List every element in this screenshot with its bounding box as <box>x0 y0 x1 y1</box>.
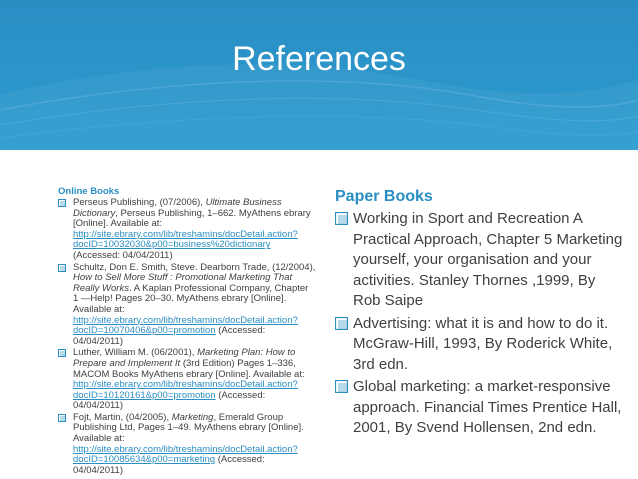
paper-reference-item <box>335 209 625 312</box>
online-reference-item <box>58 198 316 262</box>
online-books-heading: Online Books <box>58 186 120 197</box>
reference-link[interactable]: http://site.ebrary.com/lib/treshamins/docDetail.action?docID=10032030&p00=business%20dictionary <box>73 228 298 251</box>
checkbox-square-icon <box>58 264 66 272</box>
reference-details: , Perseus Publishing, 1–662. MyAthens ebrary [Online]. Available at: <box>73 207 311 230</box>
checkbox-square-icon <box>335 317 348 330</box>
reference-link[interactable]: http://site.ebrary.com/lib/treshamins/docDetail.action?docID=10070406&p00=promotion <box>73 314 298 337</box>
paper-reference-text: Advertising: what it is and how to do it. McGraw-Hill, 1993, By Roderick White, 3rd edn. <box>353 314 613 373</box>
paper-reference-item <box>335 314 625 376</box>
reference-title: How to Sell More Stuff : Promotional Marketing That Really Works <box>73 272 293 294</box>
reference-accessed: (Accessed: 04/04/2011) <box>73 389 266 412</box>
reference-accessed: (Accessed: 04/04/2011) <box>73 249 173 261</box>
title-banner <box>0 0 638 150</box>
slide-title: References <box>232 40 406 78</box>
paper-books-section <box>335 188 625 441</box>
reference-title: Marketing Plan: How to Prepare and Implement It <box>73 347 296 369</box>
reference-link[interactable]: http://site.ebrary.com/lib/treshamins/docDetail.action?docID=10120161&p00=promotion <box>73 379 298 401</box>
online-books-section <box>58 186 316 477</box>
reference-details: , Emerald Group Publishing Ltd, Pages 1–49. MyAthens ebrary [Online]. Available at: <box>73 411 304 445</box>
reference-lead: Fojt, Martin, (04/2005), <box>73 411 172 423</box>
reference-title: Marketing <box>171 411 214 423</box>
reference-details: (3rd Edition) Pages 1–336, MACOM Books MyAthens ebrary [Online]. Available at: <box>73 357 305 380</box>
reference-title: Ultimate Business Dictionary <box>73 197 282 219</box>
online-reference-item <box>58 413 316 477</box>
checkbox-square-icon <box>335 380 348 393</box>
reference-details: . A Kaplan Professional Company, Chapter 1 —Help! Pages 20–30. MyAthens ebrary [Online]. Available at: <box>73 282 309 315</box>
reference-link[interactable]: http://site.ebrary.com/lib/treshamins/docDetail.action?docID=10085634&p00=marketing <box>73 443 298 466</box>
online-reference-item <box>58 348 316 412</box>
online-reference-item <box>58 263 316 348</box>
reference-lead: Schultz, Don E. Smith, Steve. Dearborn Trade, (12/2004), <box>73 261 316 273</box>
checkbox-square-icon <box>58 349 66 357</box>
reference-lead: Perseus Publishing, (07/2006), <box>73 197 206 208</box>
paper-reference-item <box>335 377 625 439</box>
checkbox-square-icon <box>335 212 348 225</box>
paper-books-heading: Paper Books <box>335 188 433 205</box>
paper-reference-text: Working in Sport and Recreation A Practical Approach, Chapter 5 Marketing yourself, your organisation and your activities. Stanley Thornes ,1999, By Rob Saipe <box>353 210 623 309</box>
checkbox-square-icon <box>58 414 66 422</box>
reference-lead: Luther, William M. (06/2001), <box>73 347 198 359</box>
reference-accessed: (Accessed: 04/04/2011) <box>73 454 265 476</box>
paper-reference-text: Global marketing: a market-responsive approach. Financial Times Prentice Hall, 2001, By Svend Hollensen, 2nd edn. <box>353 378 622 436</box>
reference-accessed: (Accessed: 04/04/2011) <box>73 325 266 347</box>
checkbox-square-icon <box>58 199 66 207</box>
